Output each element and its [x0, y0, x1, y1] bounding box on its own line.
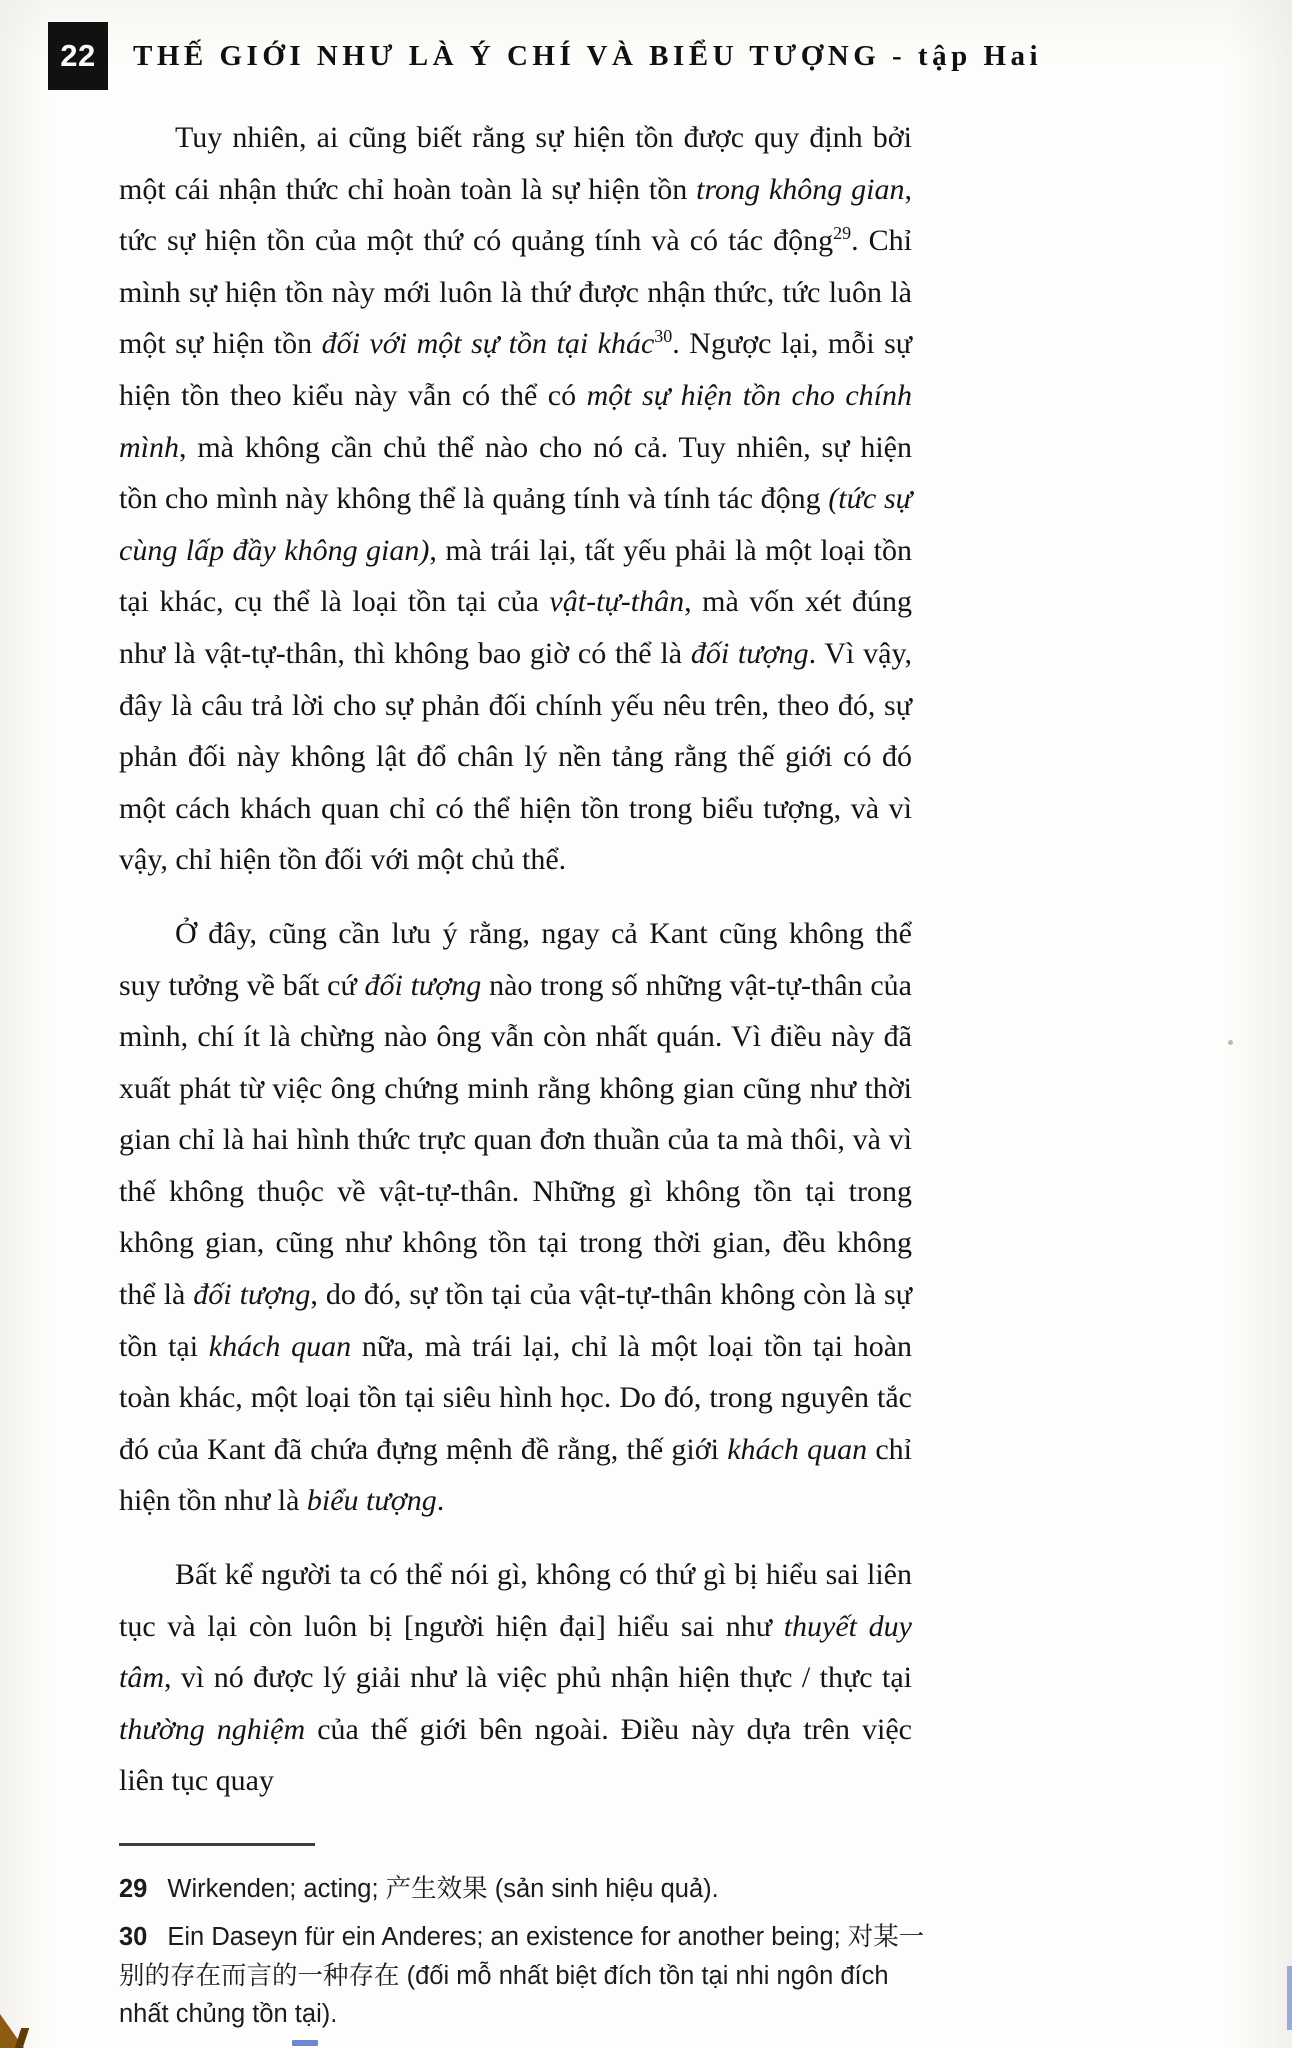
text-run: chỉ hiện tồn như là [119, 1432, 912, 1518]
italic-phrase: biểu tượng [306, 1484, 437, 1518]
text-run: , vì nó được lý giải như là việc phủ nhận hiện thực / thực tại [164, 1661, 912, 1695]
text-run: Tuy nhiên, ai cũng biết rằng sự hiện tồn được quy định bởi một cái nhận thức chỉ hoàn toàn là sự hiện tồn [119, 121, 912, 206]
body-text [119, 112, 912, 1807]
italic-phrase: trong không gian [696, 172, 905, 206]
body-paragraph [119, 1549, 912, 1807]
footnote-text: Ein Daseyn für ein Anderes; an existence for another being; 对某一别的存在而言的一种存在 (đối mỗ nhất biệt đích tồn tại nhi ngôn đích nhất chủng tồn tại). [119, 1923, 925, 2028]
text-run: nào trong số những vật-tự-thân của mình, chí ít là chừng nào ông vẫn còn nhất quán. Vì điều này đã xuất phát từ việc ông chứng minh rằng không gian cũng như thời gian chỉ là hai hình thức trực quan đơn thuần của ta mà thôi, và vì thế không thuộc về vật-tự-thân. Những gì không tồn tại trong không gian, cũng như không tồn tại trong thời gian, đều không thể là [119, 968, 912, 1312]
italic-phrase: thuyết duy tâm [119, 1609, 912, 1695]
page-number-box [48, 22, 108, 90]
italic-phrase: vật-tự-thân [549, 585, 685, 619]
running-header-title: THẾ GIỚI NHƯ LÀ Ý CHÍ VÀ BIỂU TƯỢNG - tập Hai [133, 40, 1043, 72]
page-number: 22 [60, 38, 96, 73]
body-paragraph [119, 112, 912, 886]
text-run: . Vì vậy, đây là câu trả lời cho sự phản đối chính yếu nêu trên, theo đó, sự phản đối này không lật đổ chân lý nền tảng rằng thế giới có đó một cách khách quan chỉ có thể hiện tồn trong biểu tượng, và vì vậy, chỉ hiện tồn đối với một chủ thể. [119, 636, 913, 877]
footnote-item [119, 1870, 929, 1908]
italic-phrase: một sự hiện tồn cho chính mình [119, 378, 912, 464]
footnote-number: 30 [119, 1923, 148, 1952]
text-run: của thế giới bên ngoài. Điều này dựa trên việc liên tục quay [119, 1712, 912, 1798]
text-run: , tức sự hiện tồn của một thứ có quảng tính và có tác động [119, 172, 912, 258]
footnote-item [119, 1918, 929, 2033]
italic-phrase: đối tượng [364, 968, 482, 1002]
scan-artifact-blue-bottom [292, 2040, 318, 2046]
footnote-number: 29 [119, 1875, 148, 1903]
text-run: , mà vốn xét đúng như là vật-tự-thân, thì không bao giờ có thể là [119, 585, 913, 670]
footnote-reference: 30 [654, 326, 673, 347]
text-run: , do đó, sự tồn tại của vật-tự-thân không còn là sự tồn tại [119, 1278, 912, 1363]
footnote-text: Wirkenden; acting; 产生效果 (sản sinh hiệu quả). [167, 1875, 719, 1903]
italic-phrase: khách quan [727, 1432, 868, 1466]
text-run: , mà không cần chủ thể nào cho nó cả. Tuy nhiên, sự hiện tồn cho mình này không thể là quảng tính và tính tác động [119, 430, 912, 516]
footnotes-list [119, 1870, 925, 2033]
text-run: Ở đây, cũng cần lưu ý rằng, ngay cả Kant cũng không thể suy tưởng về bất cứ [119, 916, 912, 1002]
scan-artifact-blue-right [1287, 1966, 1292, 2030]
text-run: . Chỉ mình sự hiện tồn này mới luôn là thứ được nhận thức, tức luôn là một sự hiện tồn [119, 224, 912, 361]
footnote-separator-rule [119, 1843, 315, 1846]
italic-phrase: đối tượng [193, 1278, 311, 1312]
italic-phrase: đối tượng [690, 636, 809, 670]
text-column [119, 112, 925, 2043]
italic-phrase: khách quan [208, 1329, 352, 1363]
italic-phrase: thường nghiệm [119, 1712, 306, 1746]
text-run: . Ngược lại, mỗi sự hiện tồn theo kiểu này vẫn có thể có [119, 327, 913, 412]
footnote-reference: 29 [833, 223, 852, 244]
text-run: Bất kể người ta có thể nói gì, không có thứ gì bị hiểu sai liên tục và lại còn luôn bị [người hiện đại] hiểu sai như [119, 1558, 912, 1643]
text-run: . [436, 1484, 445, 1518]
text-run: , mà trái lại, tất yếu phải là một loại tồn tại khác, cụ thể là loại tồn tại của [119, 533, 912, 619]
body-paragraph [119, 908, 912, 1527]
text-run: nữa, mà trái lại, chỉ là một loại tồn tại hoàn toàn khác, một loại tồn tại siêu hình học. Do đó, trong nguyên tắc đó của Kant đã chứa đựng mệnh đề rằng, thế giới [119, 1329, 913, 1466]
scan-artifact-speck [1228, 1040, 1233, 1045]
italic-phrase: (tức sự cùng lấp đầy không gian) [119, 482, 913, 567]
italic-phrase: đối với một sự tồn tại khác [321, 327, 655, 361]
